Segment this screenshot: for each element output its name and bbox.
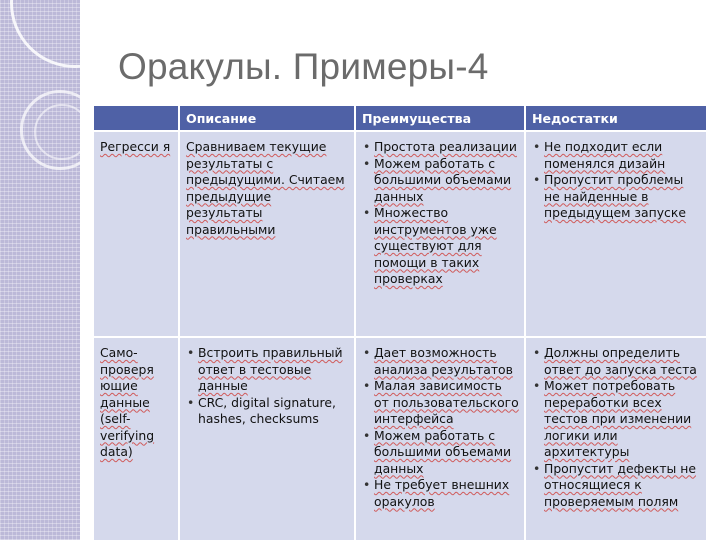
list-item: • Не подходит если поменялся дизайн <box>532 139 701 172</box>
description-cell <box>179 131 355 337</box>
table-row <box>93 131 707 337</box>
advantages-list <box>362 345 519 510</box>
advantages-cell <box>355 337 525 540</box>
list-item: • Малая зависимость от пользовательского интерфейса <box>362 378 519 428</box>
list-item: • Может потребовать переработки всех тестов при изменении логики или архитектуры <box>532 378 701 461</box>
row-name-cell <box>93 337 179 540</box>
description-list <box>186 345 349 428</box>
disadvantages-cell <box>525 131 707 337</box>
oracles-table <box>92 104 708 540</box>
row-name: Регресси я <box>100 139 171 154</box>
description-cell <box>179 337 355 540</box>
table-header-advantages: Преимущества <box>355 105 525 131</box>
list-item: • Не требует внешних оракулов <box>362 477 519 510</box>
table-row <box>93 337 707 540</box>
disadvantages-cell <box>525 337 707 540</box>
table-header-description: Описание <box>179 105 355 131</box>
row-name: Само-проверя ющие данные (self-verifying data) <box>100 345 155 459</box>
decorative-left-band <box>0 0 80 540</box>
table-header-corner <box>93 105 179 131</box>
advantages-list <box>362 139 519 288</box>
table-header-disadvantages: Недостатки <box>525 105 707 131</box>
slide-title: Оракулы. Примеры-4 <box>118 46 489 87</box>
advantages-cell <box>355 131 525 337</box>
list-item: • Пропустит дефекты не относящиеся к проверяемым полям <box>532 461 701 511</box>
list-item: • Можем работать с большими объемами данных <box>362 428 519 478</box>
list-item: • Простота реализации <box>362 139 519 156</box>
disadvantages-list <box>532 345 701 510</box>
table-header-row <box>93 105 707 131</box>
list-item: • Множество инструментов уже существуют для помощи в таких проверках <box>362 205 519 288</box>
list-item: • Встроить правильный ответ в тестовые данные <box>186 345 349 395</box>
list-item: • Должны определить ответ до запуска теста <box>532 345 701 378</box>
list-item: • Можем работать с большими объемами данных <box>362 156 519 206</box>
disadvantages-list <box>532 139 701 222</box>
list-item: • CRC, digital signature, hashes, checksums <box>186 395 349 428</box>
list-item: • Пропустит проблемы не найденные в предыдущем запуске <box>532 172 701 222</box>
row-name-cell <box>93 131 179 337</box>
list-item: • Дает возможность анализа результатов <box>362 345 519 378</box>
description-text: Сравниваем текущие результаты с предыдущими. Считаем предыдущие результаты правильными <box>186 139 345 237</box>
decorative-arc <box>10 0 80 68</box>
